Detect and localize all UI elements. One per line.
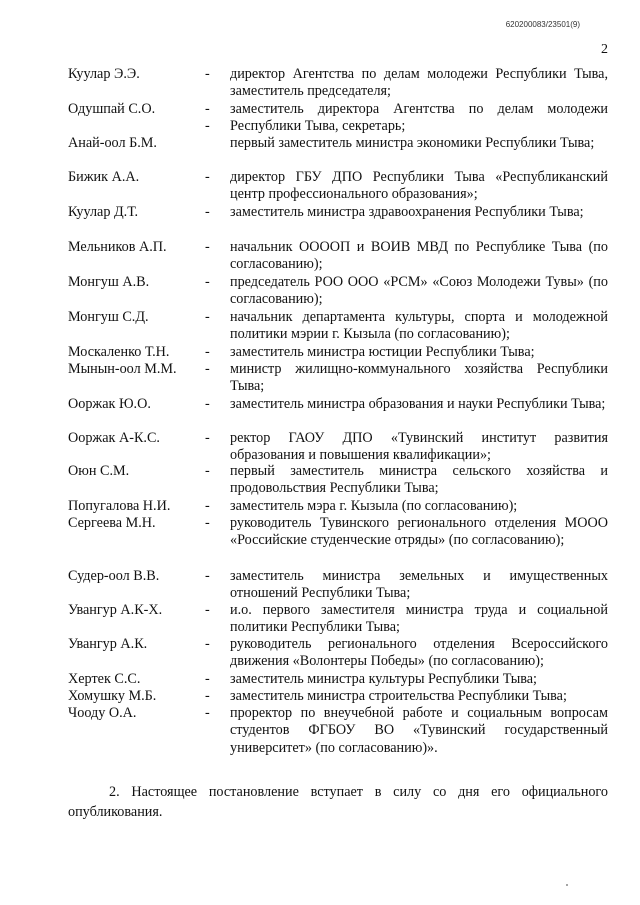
member-name: Монгуш С.Д. <box>68 309 149 325</box>
member-name: Мынын-оол М.М. <box>68 361 177 377</box>
dash: - <box>205 396 210 412</box>
dash: - <box>205 515 210 531</box>
dash: - <box>205 118 210 135</box>
document-code: 620200083/23501(9) <box>505 20 580 29</box>
dash: - <box>205 671 210 687</box>
dash: - <box>205 169 210 185</box>
member-position: директор ГБУ ДПО Республики Тыва «Республиканский центр профессионального образования»; <box>230 169 608 203</box>
member-position: заместитель министра здравоохранения Республики Тыва; <box>230 204 584 220</box>
member-name: Мельников А.П. <box>68 239 167 255</box>
member-name: Одушпай С.О. <box>68 101 156 117</box>
member-name: Хомушку М.Б. <box>68 688 157 704</box>
member-position: заместитель министра юстиции Республики Тыва; <box>230 344 535 360</box>
member-name: Хертек С.С. <box>68 671 141 687</box>
member-name: Москаленко Т.Н. <box>68 344 170 360</box>
dash: - <box>205 463 210 479</box>
member-position: и.о. первого заместителя министра труда и социальной политики Республики Тыва; <box>230 602 608 636</box>
dash: - <box>205 239 210 255</box>
member-position: начальник ООООП и ВОИВ МВД по Республике Тыва (по согласованию); <box>230 239 608 273</box>
dash: - <box>205 361 210 377</box>
member-name: Ооржак А-К.С. <box>68 430 160 446</box>
dash: - <box>205 498 210 514</box>
member-name: Анай-оол Б.М. <box>68 135 157 151</box>
member-name: Ооржак Ю.О. <box>68 396 151 412</box>
member-position: ректор ГАОУ ДПО «Тувинский институт развития образования и повышения квалификации»; <box>230 430 608 464</box>
member-name: Куулар Э.Э. <box>68 66 140 82</box>
member-name: Увангур А.К-Х. <box>68 602 163 618</box>
dash: - <box>205 344 210 360</box>
member-position: проректор по внеучебной работе и социальным вопросам студентов ФГБОУ ВО «Тувинский государственный университет» (по согласованию)». <box>230 705 608 756</box>
member-name: Судер-оол В.В. <box>68 568 160 584</box>
member-position: руководитель регионального отделения Всероссийского движения «Волонтеры Победы» (по согласованию); <box>230 636 608 670</box>
member-name: Сергеева М.Н. <box>68 515 156 531</box>
dash: - <box>205 101 210 117</box>
scan-speck <box>566 884 568 886</box>
dash: - <box>205 66 210 82</box>
member-name: Чооду О.А. <box>68 705 137 721</box>
member-position: руководитель Тувинского регионального отделения МООО «Российские студенческие отряды» (по согласованию); <box>230 515 608 549</box>
dash: - <box>205 568 210 584</box>
dash: - <box>205 309 210 325</box>
member-name: Увангур А.К. <box>68 636 148 652</box>
dash: - <box>205 602 210 618</box>
member-name: Бижик А.А. <box>68 169 140 185</box>
dash: - <box>205 274 210 290</box>
member-position: заместитель министра строительства Республики Тыва; <box>230 688 567 704</box>
member-position: заместитель министра образования и науки Республики Тыва; <box>230 396 606 412</box>
member-position: первый заместитель министра сельского хозяйства и продовольствия Республики Тыва; <box>230 463 608 497</box>
member-position: первый заместитель министра экономики Республики Тыва; <box>230 135 595 151</box>
member-position: заместитель директора Агентства по делам молодежи Республики Тыва, секретарь; <box>230 101 608 135</box>
closing-paragraph: 2. Настоящее постановление вступает в силу со дня его официального опубликования. <box>68 784 608 820</box>
dash: - <box>205 204 210 220</box>
member-position: заместитель мэра г. Кызыла (по согласованию); <box>230 498 518 514</box>
member-position: директор Агентства по делам молодежи Республики Тыва, заместитель председателя; <box>230 66 608 100</box>
member-position: министр жилищно-коммунального хозяйства Республики Тыва; <box>230 361 608 395</box>
member-position: председатель РОО ООО «РСМ» «Союз Молодежи Тувы» (по согласованию); <box>230 274 608 308</box>
dash: - <box>205 705 210 721</box>
member-name: Оюн С.М. <box>68 463 130 479</box>
member-name: Попугалова Н.И. <box>68 498 171 514</box>
member-position: начальник департамента культуры, спорта и молодежной политики мэрии г. Кызыла (по согласованию); <box>230 309 608 343</box>
member-name: Монгуш А.В. <box>68 274 150 290</box>
member-position: заместитель министра культуры Республики Тыва; <box>230 671 537 687</box>
dash: - <box>205 430 210 446</box>
member-name: Куулар Д.Т. <box>68 204 138 220</box>
dash: - <box>205 636 210 652</box>
member-position: заместитель министра земельных и имущественных отношений Республики Тыва; <box>230 568 608 602</box>
dash: - <box>205 688 210 704</box>
page-number: 2 <box>601 42 608 57</box>
